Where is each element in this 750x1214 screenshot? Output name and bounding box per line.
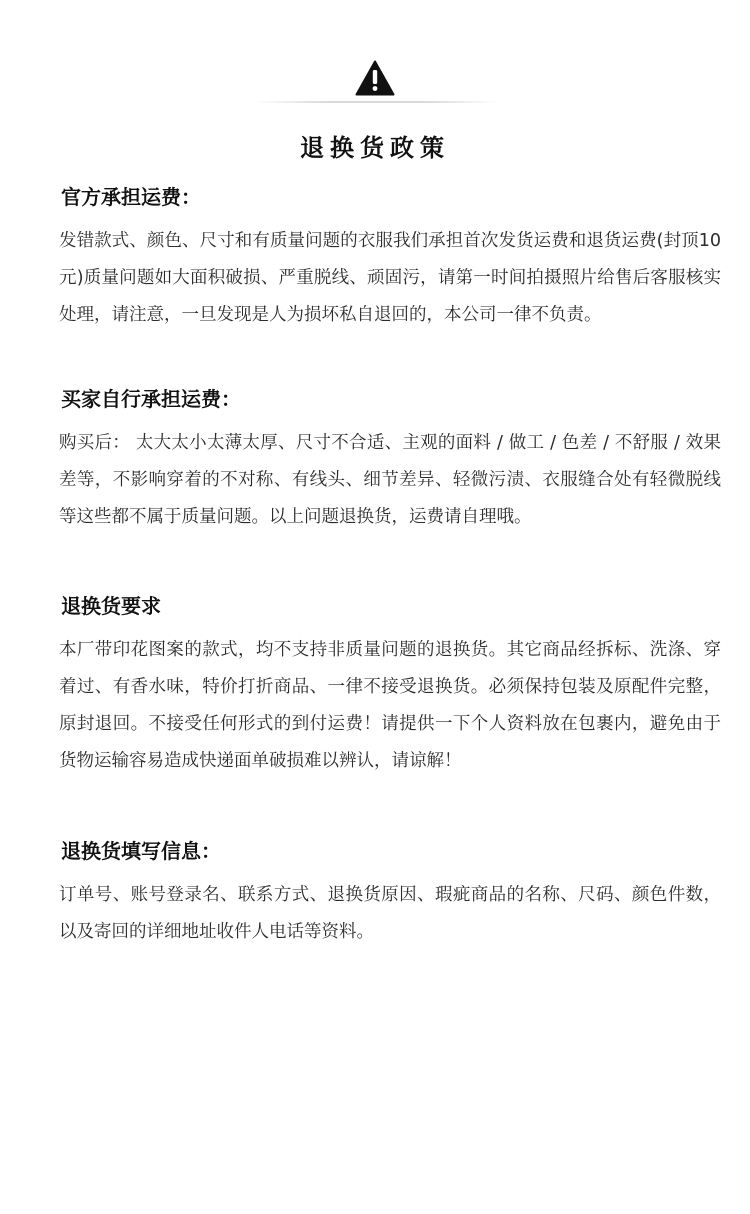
title-divider [255, 101, 499, 103]
section-heading: 退换货要求 [61, 594, 161, 618]
section-heading: 买家自行承担运费： [61, 387, 241, 411]
section-return-requirements [61, 592, 721, 780]
section-body: 发错款式、颜色、尺寸和有质量问题的衣服我们承担首次发货运费和退货运费(封顶10元)质量问题如大面积破损、严重脱线、顽固污，请第一时间拍摄照片给售后客服核实处理，请注意，一旦发现是人为损坏私自退回的，本公司一律不负责。 [59, 231, 721, 325]
page-title: 退换货政策 [300, 134, 450, 163]
section-return-information [61, 837, 721, 951]
section-body: 订单号、账号登录名、联系方式、退换货原因、瑕疵商品的名称、尺码、颜色件数，以及寄回的详细地址收件人电话等资料。 [59, 885, 721, 942]
section-heading: 退换货填写信息： [61, 839, 221, 863]
warning-triangle-icon [355, 60, 395, 96]
section-body: 本厂带印花图案的款式，均不支持非质量问题的退换货。其它商品经拆标、洗涤、穿着过、有香水味，特价打折商品、一律不接受退换货。必须保持包装及原配件完整，原封退回。不接受任何形式的到付运费！请提供一下个人资料放在包裹内，避免由于货物运输容易造成快递面单破损难以辨认，请谅解！ [59, 640, 721, 771]
section-seller-pays-shipping [61, 183, 721, 334]
header [0, 60, 750, 100]
section-body: 购买后： 太大太小太薄太厚、尺寸不合适、主观的面料 / 做工 / 色差 / 不舒服 / 效果差等，不影响穿着的不对称、有线头、细节差异、轻微污渍、衣服缝合处有轻微脱线等这些都不属于质量问题。以上问题退换货，运费请自理哦。 [59, 433, 721, 527]
section-buyer-pays-shipping [61, 385, 721, 536]
section-heading: 官方承担运费： [61, 185, 201, 209]
